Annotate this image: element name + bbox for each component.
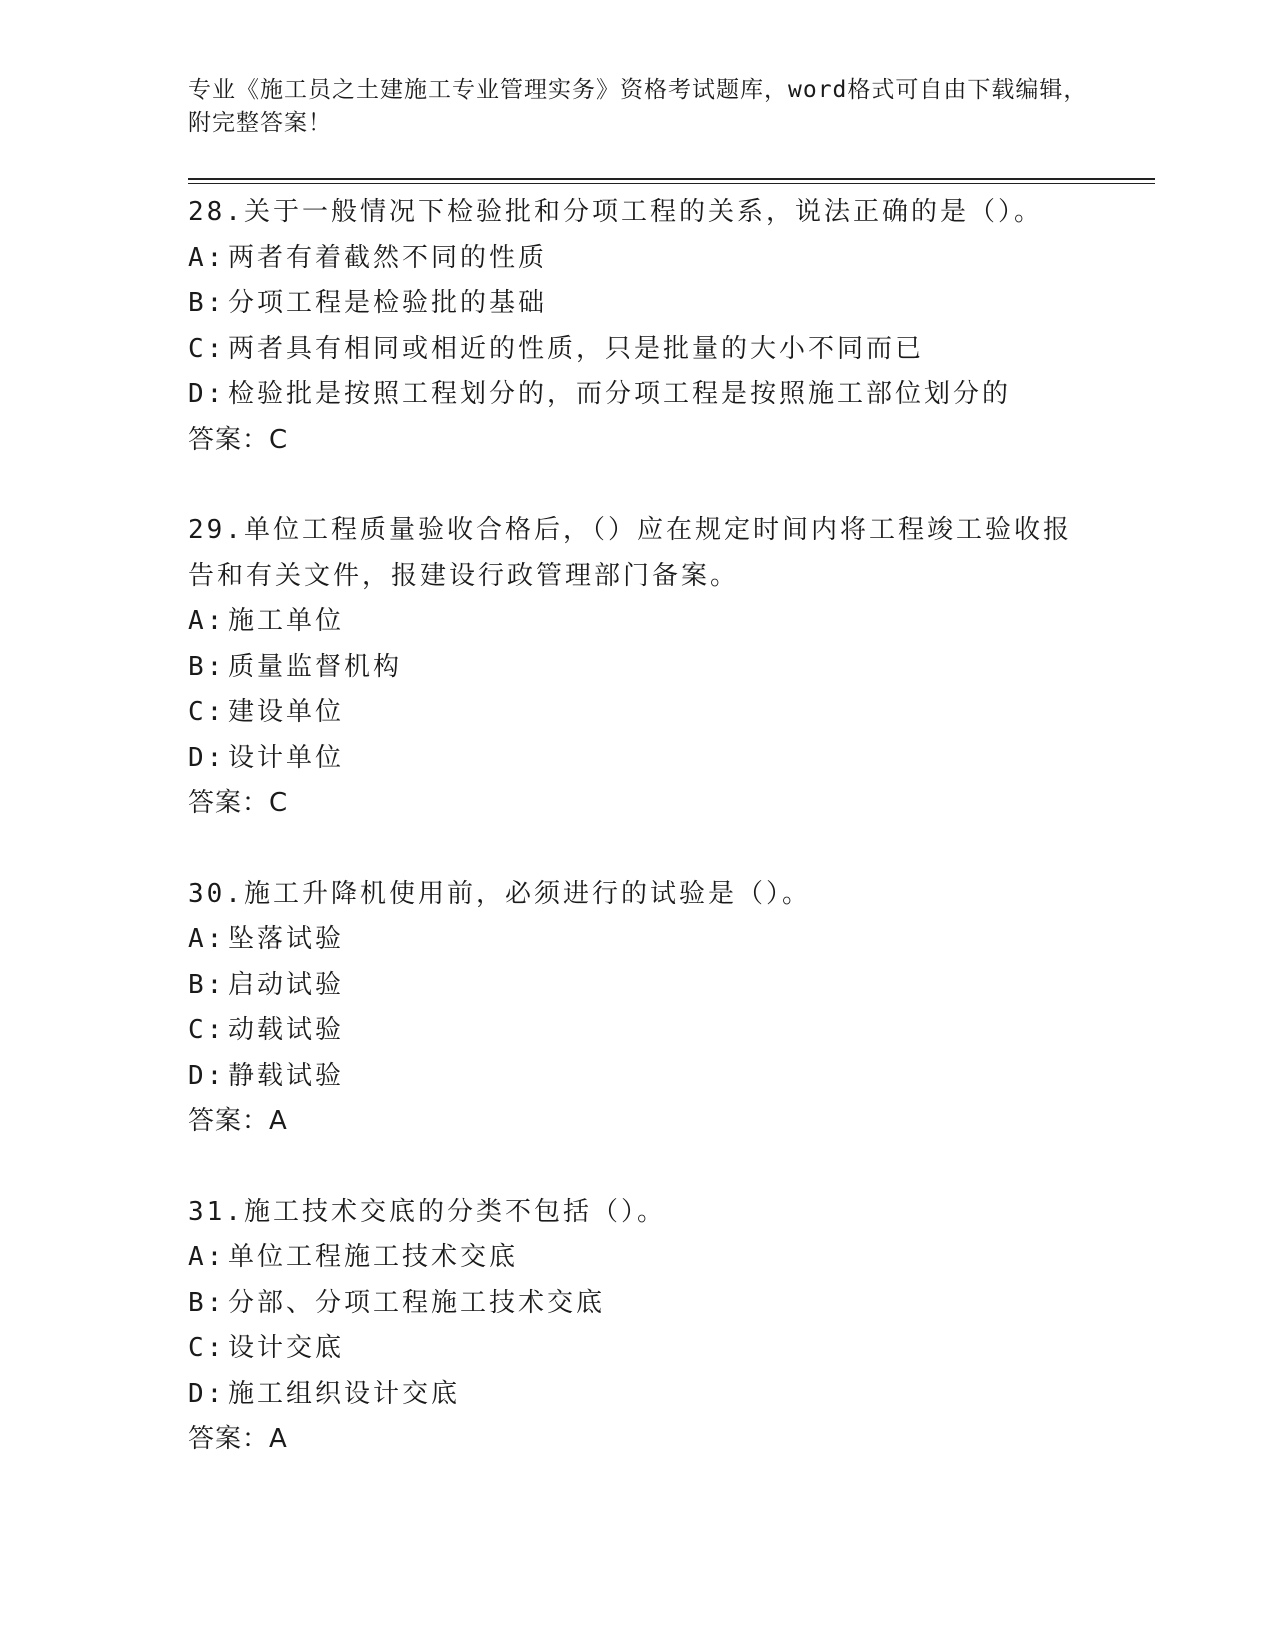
- option-d: [188, 1054, 1088, 1100]
- answer-line: [188, 1417, 1088, 1463]
- question-30: [188, 872, 1088, 1145]
- option-letter: D:: [188, 742, 226, 773]
- option-c: [188, 1326, 1088, 1372]
- option-c: [188, 690, 1088, 736]
- answer-value: C: [269, 424, 289, 455]
- option-letter: B:: [188, 651, 226, 682]
- option-d: [188, 1372, 1088, 1418]
- option-b: [188, 281, 1088, 327]
- option-letter: C:: [188, 1015, 226, 1045]
- option-text: 检验批是按照工程划分的，而分项工程是按照施工部位划分的: [228, 379, 1012, 409]
- option-letter: A:: [188, 242, 226, 273]
- question-list: [188, 190, 1088, 1508]
- option-a: [188, 236, 1088, 282]
- option-b: [188, 963, 1088, 1009]
- option-d: [188, 736, 1088, 782]
- question-31: [188, 1190, 1088, 1463]
- answer-line: [188, 781, 1088, 827]
- question-28: [188, 190, 1088, 463]
- option-letter: C:: [188, 1333, 226, 1363]
- option-c: [188, 327, 1088, 373]
- header-divider-thin: [188, 183, 1155, 184]
- answer-line: [188, 418, 1088, 464]
- option-text: 单位工程施工技术交底: [228, 1242, 519, 1272]
- option-letter: C:: [188, 333, 226, 364]
- option-b: [188, 1281, 1088, 1327]
- question-text: 31.施工技术交底的分类不包括（）。: [188, 1196, 666, 1227]
- answer-line: [188, 1099, 1088, 1145]
- answer-label: 答案：: [188, 1106, 270, 1136]
- option-text: 动载试验: [228, 1015, 345, 1045]
- question-29: [188, 508, 1088, 827]
- option-text: 设计单位: [228, 742, 345, 773]
- question-text: 29.单位工程质量验收合格后，（）应在规定时间内将工程竣工验收报告和有关文件，报建设行政管理部门备案。: [188, 515, 1072, 591]
- option-letter: D:: [188, 1060, 226, 1091]
- option-letter: A:: [188, 606, 226, 636]
- question-text: 30.施工升降机使用前，必须进行的试验是（）。: [188, 878, 811, 909]
- answer-label: 答案：: [188, 788, 270, 818]
- option-letter: D:: [188, 1378, 226, 1409]
- question-text: 28.关于一般情况下检验批和分项工程的关系，说法正确的是（）。: [188, 197, 1043, 227]
- answer-value: C: [269, 788, 289, 818]
- option-letter: D:: [188, 379, 226, 409]
- option-text: 设计交底: [228, 1333, 345, 1363]
- answer-value: A: [269, 1424, 288, 1454]
- option-letter: B:: [188, 288, 226, 318]
- option-text: 静载试验: [228, 1060, 345, 1091]
- option-a: [188, 599, 1088, 645]
- option-letter: B:: [188, 969, 226, 1000]
- option-c: [188, 1008, 1088, 1054]
- option-text: 建设单位: [228, 697, 345, 727]
- option-letter: B:: [188, 1287, 226, 1318]
- option-text: 分项工程是检验批的基础: [228, 288, 548, 318]
- option-text: 施工组织设计交底: [228, 1378, 461, 1409]
- option-letter: A:: [188, 924, 226, 954]
- header-divider-thick: [188, 178, 1155, 180]
- option-text: 两者有着截然不同的性质: [228, 242, 548, 273]
- option-text: 施工单位: [228, 606, 345, 636]
- document-header: 专业《施工员之土建施工专业管理实务》资格考试题库，word格式可自由下载编辑，附完整答案！: [188, 77, 1088, 136]
- answer-label: 答案：: [188, 1424, 270, 1454]
- option-letter: C:: [188, 697, 226, 727]
- option-b: [188, 645, 1088, 691]
- option-a: [188, 917, 1088, 963]
- option-text: 坠落试验: [228, 924, 345, 954]
- answer-value: A: [269, 1106, 288, 1136]
- option-text: 分部、分项工程施工技术交底: [228, 1287, 606, 1318]
- option-text: 两者具有相同或相近的性质，只是批量的大小不同而已: [228, 333, 925, 364]
- option-text: 启动试验: [228, 969, 345, 1000]
- option-letter: A:: [188, 1242, 226, 1272]
- answer-label: 答案：: [188, 424, 270, 455]
- option-d: [188, 372, 1088, 418]
- option-text: 质量监督机构: [228, 651, 403, 682]
- option-a: [188, 1235, 1088, 1281]
